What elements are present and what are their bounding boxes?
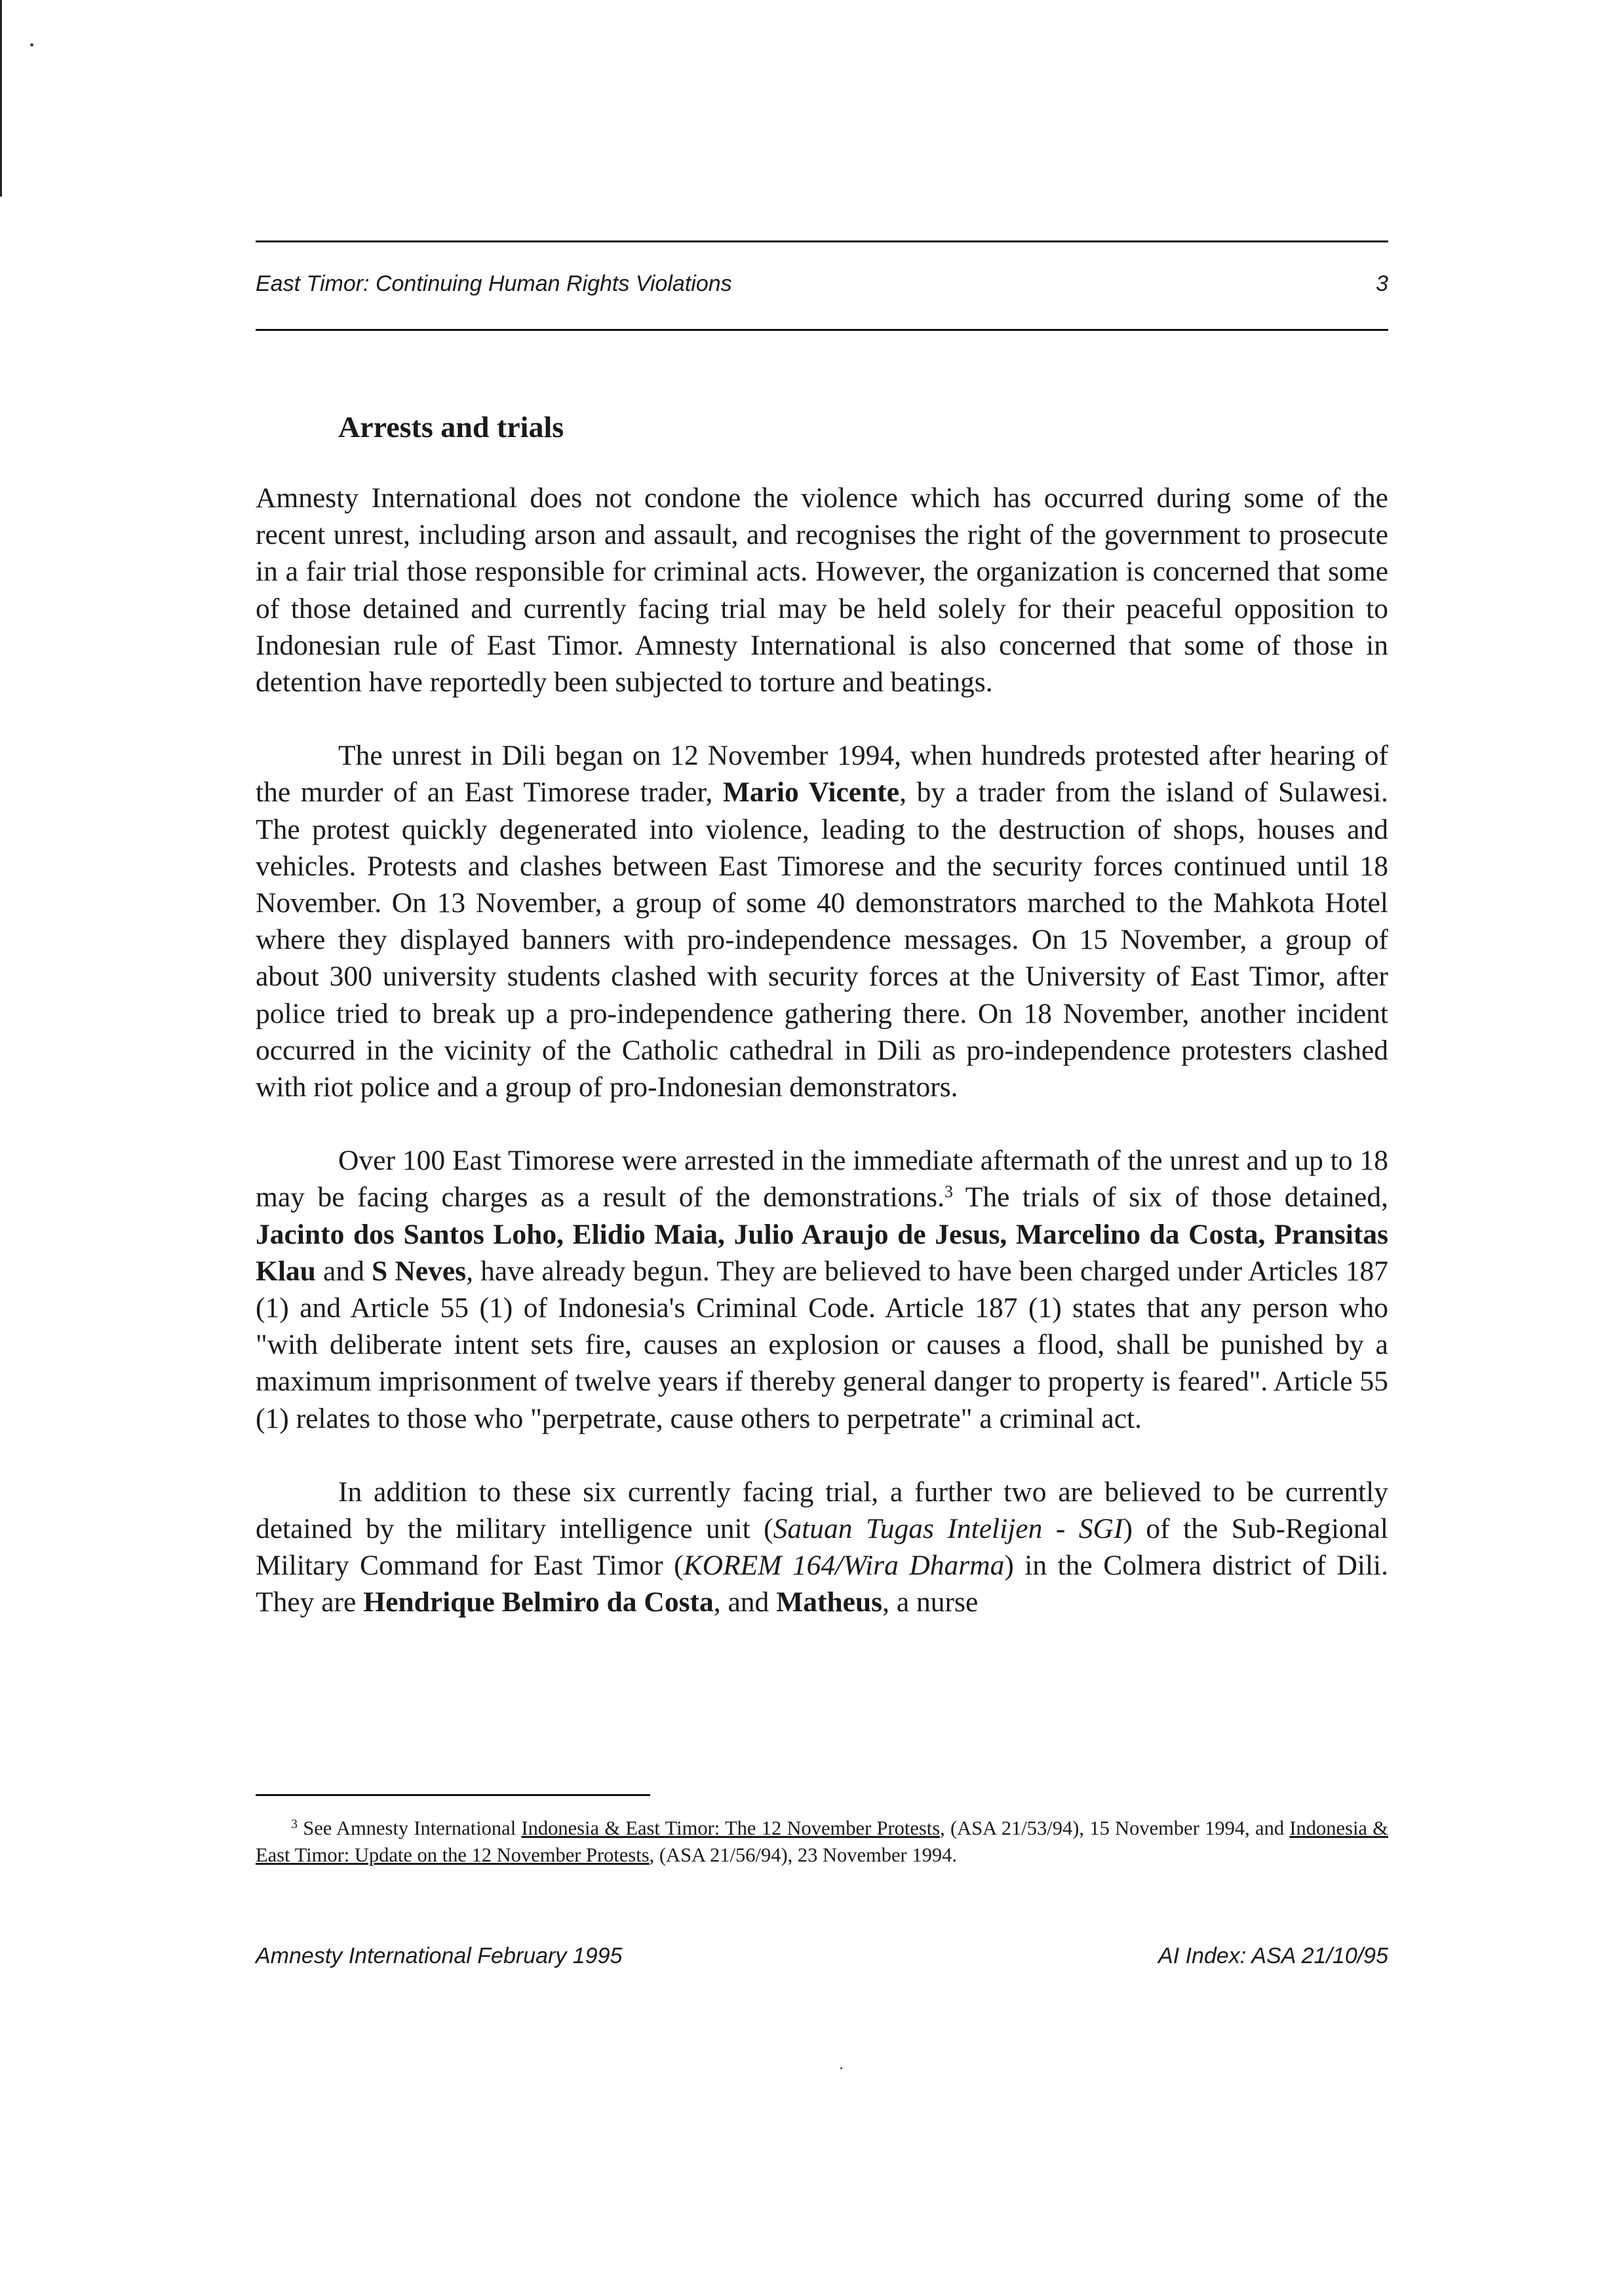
scan-page-edge (0, 0, 2, 197)
running-header (256, 265, 1388, 302)
paragraph-3-text: and (315, 1255, 372, 1287)
paragraph-3 (256, 1142, 1388, 1437)
person-name: Hendrique Belmiro da Costa (363, 1586, 714, 1618)
header-title: East Timor: Continuing Human Rights Violations (256, 271, 732, 296)
footnote-reference-title: Indonesia & East Timor: Update on the 12 November Protests (256, 1817, 1388, 1866)
paragraph-4-text: , and (713, 1586, 777, 1618)
footnote (256, 1815, 1388, 1869)
paragraph-4 (256, 1474, 1388, 1621)
footnote-text: , (ASA 21/53/94), 15 November 1994, and (940, 1817, 1290, 1839)
footer-publisher-date: Amnesty International February 1995 (256, 1943, 623, 1968)
unit-name: Satuan Tugas Intelijen - SGI (773, 1513, 1123, 1545)
footnote-rule (256, 1794, 650, 1796)
footer-index: AI Index: ASA 21/10/95 (1158, 1943, 1388, 1968)
paragraph-4-text: ) of the Sub-Regional Military Command for East Timor ( (256, 1513, 1389, 1582)
paragraph-4-text: ) in the Colmera district of Dili. They are (256, 1550, 1388, 1618)
person-name: S Neves (372, 1255, 467, 1287)
header-top-rule (256, 240, 1388, 242)
person-name: Mario Vicente (722, 776, 900, 809)
footnote-text: See Amnesty International (298, 1817, 522, 1839)
scan-speck (840, 2067, 842, 2069)
footnote-reference-title: Indonesia & East Timor: The 12 November Protests (521, 1817, 941, 1839)
footnote-text: , (ASA 21/56/94), 23 November 1994. (649, 1844, 957, 1866)
paragraph-1: Amnesty International does not condone the violence which has occurred during some of the recent unrest, including arson and assault, and recognises the right of the government to prosecute in a fair trial those responsible for criminal acts. However, the organization is concerned that some of those detained and currently facing trial may be held solely for their peaceful opposition to Indonesian rule of East Timor. Amnesty International is also concerned that some of those in detention have reportedly been subjected to torture and beatings. (256, 482, 1388, 698)
paragraph-4-text: In addition to these six currently facing trial, a further two are believed to be currently detained by the military intelligence unit ( (256, 1476, 1388, 1545)
running-footer (256, 1940, 1388, 1972)
paragraph-4-text: , a nurse (882, 1586, 979, 1618)
header-bottom-rule (256, 329, 1388, 331)
person-names: Jacinto dos Santos Loho, Elidio Maia, Julio Araujo de Jesus, Marcelino da Costa, Pransitas Klau (256, 1218, 1388, 1287)
footnote-reference: 3 (944, 1182, 953, 1202)
scan-speck (30, 43, 33, 47)
person-name: Matheus (776, 1586, 883, 1618)
footnote-marker: 3 (291, 1817, 298, 1831)
body-text (256, 480, 1388, 1658)
section-heading: Arrests and trials (338, 410, 564, 444)
page-number: 3 (1376, 271, 1388, 296)
paragraph-2-text: The unrest in Dili began on 12 November 1994, when hundreds protested after hearing of the murder of an East Timorese trader, (256, 740, 1388, 809)
paragraph-3-text: The trials of six of those detained, (952, 1181, 1388, 1214)
paragraph-3-text: Over 100 East Timorese were arrested in the immediate aftermath of the unrest and up to 18 may be facing charges as a result of the demonstrations. (256, 1145, 1388, 1214)
paragraph-3-text: , have already begun. They are believed to have been charged under Articles 187 (1) and Article 55 (1) of Indonesia's Criminal Code. Article 187 (1) states that any person who "with deliberate intent sets fire, causes an explosion or causes a flood, shall be punished by a maximum imprisonment of twelve years if thereby general danger to property is feared". Article 55 (1) relates to those who "perpetrate, cause others to perpetrate" a criminal act. (256, 1255, 1389, 1434)
command-name: KOREM 164/Wira Dharma (683, 1550, 1005, 1582)
paragraph-2-text: , by a trader from the island of Sulawesi. The protest quickly degenerated into violence, leading to the destruction of shops, houses and vehicles. Protests and clashes between East Timorese and the security forces continued until 18 November. On 13 November, a group of some 40 demonstrators marched to the Mahkota Hotel where they displayed banners with pro-independence messages. On 15 November, a group of about 300 university students clashed with security forces at the University of East Timor, after police tried to break up a pro-independence gathering there. On 18 November, another incident occurred in the vicinity of the Catholic cathedral in Dili as pro-independence protesters clashed with riot police and a group of pro-Indonesian demonstrators. (256, 776, 1388, 1103)
paragraph-2 (256, 737, 1388, 1105)
